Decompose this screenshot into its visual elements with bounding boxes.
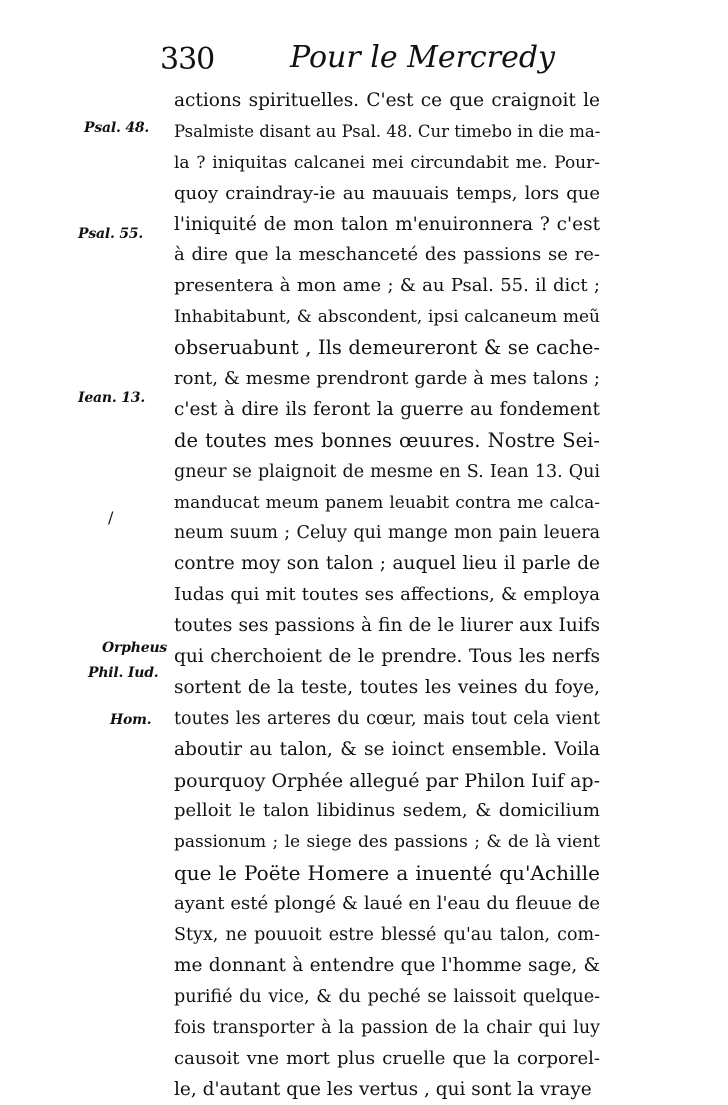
text-line: fois transporter à la passion de la chair qui luy: [174, 1013, 600, 1044]
text-line: obseruabunt , Ils demeureront & se cache-: [174, 333, 600, 364]
body-text: [174, 86, 600, 1105]
text-line: toutes ses passions à fin de le liurer aux Iuifs: [174, 611, 600, 642]
margin-note-psalm-55: Psal. 55.: [78, 226, 143, 242]
text-line: c'est à dire ils feront la guerre au fondement: [174, 395, 600, 426]
margin-note-hom: Hom.: [110, 712, 151, 728]
margin-mark: /: [108, 508, 113, 527]
text-line: ayant esté plongé & laué en l'eau du fleuue de: [174, 889, 600, 920]
text-line: l'iniquité de mon talon m'enuironnera ? c'est: [174, 210, 600, 241]
text-line: gneur se plaignoit de mesme en S. Iean 13. Qui: [174, 457, 600, 488]
margin-note-iean-13: Iean. 13.: [78, 390, 145, 406]
text-line: ront, & mesme prendront garde à mes talons ;: [174, 364, 600, 395]
page-number: 330: [160, 42, 214, 78]
text-line: causoit vne mort plus cruelle que la corporel-: [174, 1044, 600, 1075]
text-line: pelloit le talon libidinus sedem, & domicilium: [174, 796, 600, 827]
running-head: Pour le Mercredy: [290, 40, 555, 76]
text-line: presentera à mon ame ; & au Psal. 55. il dict ;: [174, 271, 600, 302]
text-line: contre moy son talon ; auquel lieu il parle de: [174, 549, 600, 580]
text-line: sortent de la teste, toutes les veines du foye,: [174, 673, 600, 704]
text-line: actions spirituelles. C'est ce que craignoit le: [174, 86, 600, 117]
text-line: Inhabitabunt, & abscondent, ipsi calcaneum meũ: [174, 302, 600, 333]
page-header: [160, 38, 600, 86]
margin-note-phil-iud: Phil. Iud.: [88, 665, 158, 681]
text-line: que le Poëte Homere a inuenté qu'Achille: [174, 858, 600, 889]
text-line: quoy craindray-ie au mauuais temps, lors que: [174, 179, 600, 210]
text-line: manducat meum panem leuabit contra me calca-: [174, 488, 600, 519]
text-line: pourquoy Orphée allegué par Philon Iuif ap-: [174, 766, 600, 797]
text-line: de toutes mes bonnes œuures. Nostre Sei-: [174, 426, 600, 457]
text-line: Styx, ne pouuoit estre blessé qu'au talon, com-: [174, 920, 600, 951]
text-line: toutes les arteres du cœur, mais tout cela vient: [174, 704, 600, 735]
text-line: le, d'autant que les vertus , qui sont la vraye: [174, 1075, 600, 1105]
text-line: à dire que la meschanceté des passions se re-: [174, 240, 600, 271]
text-line: passionum ; le siege des passions ; & de là vient: [174, 827, 600, 858]
margin-note-psalm-48: Psal. 48.: [84, 120, 149, 136]
margin-note-orpheus: Orpheus: [102, 640, 167, 656]
text-line: Iudas qui mit toutes ses affections, & employa: [174, 580, 600, 611]
text-line: qui cherchoient de le prendre. Tous les nerfs: [174, 642, 600, 673]
text-line: me donnant à entendre que l'homme sage, &: [174, 951, 600, 982]
text-line: purifié du vice, & du peché se laissoit quelque-: [174, 982, 600, 1013]
text-line: Psalmiste disant au Psal. 48. Cur timebo in die ma-: [174, 117, 600, 148]
text-line: aboutir au talon, & se ioinct ensemble. Voila: [174, 735, 600, 766]
text-line: neum suum ; Celuy qui mange mon pain leuera: [174, 518, 600, 549]
text-line: la ? iniquitas calcanei mei circundabit me. Pour-: [174, 148, 600, 179]
